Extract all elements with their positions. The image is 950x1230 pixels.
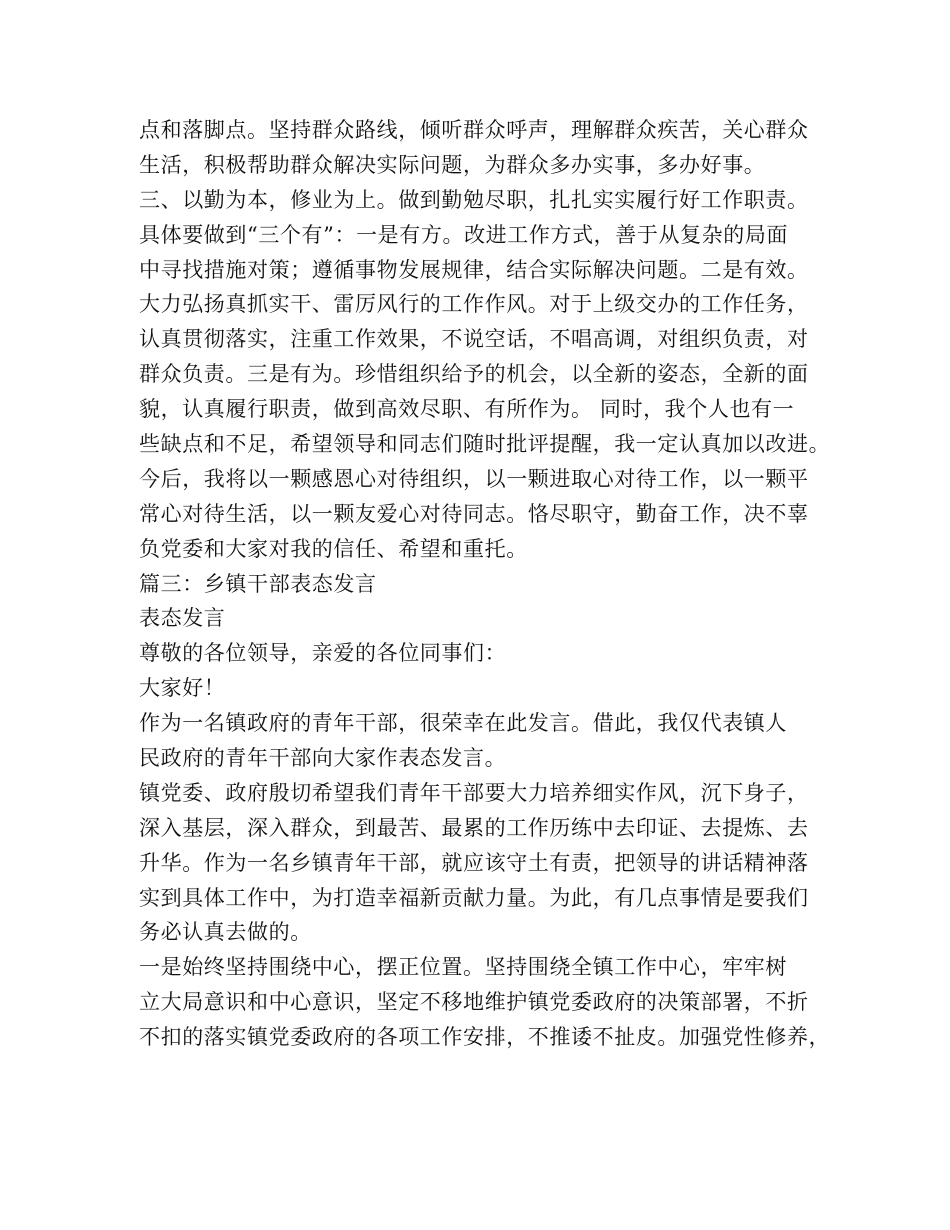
text-line: 具体要做到“三个有”：一是有方。改进工作方式，善于从复杂的局面 <box>139 222 789 247</box>
text-line: 中寻找措施对策；遵循事物发展规律，结合实际解决问题。二是有效。 <box>139 257 809 282</box>
text-line: 篇三：乡镇干部表态发言 <box>139 571 377 596</box>
text-line: 大力弘扬真抓实干、雷厉风行的工作作风。对于上级交办的工作任务， <box>139 292 809 317</box>
text-line: 常心对待生活，以一颗友爱心对待同志。恪尽职守，勤奋工作，决不辜 <box>139 501 809 526</box>
text-line: 认真贯彻落实，注重工作效果，不说空话，不唱高调，对组织负责，对 <box>139 327 809 352</box>
text-line: 负党委和大家对我的信任、希望和重托。 <box>139 536 528 561</box>
text-line: 立大局意识和中心意识，坚定不移地维护镇党委政府的决策部署，不折 <box>139 990 809 1015</box>
text-line: 民政府的青年干部向大家作表态发言。 <box>139 746 507 771</box>
text-line: 务必认真去做的。 <box>139 920 312 945</box>
text-line: 镇党委、政府殷切希望我们青年干部要大力培养细实作风，沉下身子， <box>139 780 809 805</box>
text-line: 今后，我将以一颗感恩心对待组织，以一颗进取心对待工作，以一颗平 <box>139 466 809 491</box>
text-line: 不扣的落实镇党委政府的各项工作安排，不推诿不扯皮。加强党性修养， <box>139 1025 831 1050</box>
text-line: 一是始终坚持围绕中心，摆正位置。坚持围绕全镇工作中心，牢牢树 <box>139 955 787 980</box>
text-line: 貌，认真履行职责，做到高效尽职、有所作为。 同时，我个人也有一 <box>139 397 795 422</box>
text-line: 作为一名镇政府的青年干部，很荣幸在此发言。借此，我仅代表镇人 <box>139 711 787 736</box>
text-line: 生活，积极帮助群众解决实际问题，为群众多办实事，多办好事。 <box>139 152 766 177</box>
text-line: 三、以勤为本，修业为上。做到勤勉尽职，扎扎实实履行好工作职责。 <box>139 187 809 212</box>
text-line: 群众负责。三是有为。珍惜组织给予的机会，以全新的姿态，全新的面 <box>139 362 809 387</box>
text-line: 升华。作为一名乡镇青年干部，就应该守土有责，把领导的讲话精神落 <box>139 850 809 875</box>
text-line: 点和落脚点。坚持群众路线，倾听群众呼声，理解群众疾苦，关心群众 <box>139 118 809 142</box>
text-line: 深入基层，深入群众，到最苦、最累的工作历练中去印证、去提炼、去 <box>139 815 809 840</box>
text-line: 大家好！ <box>139 676 226 701</box>
text-line: 实到具体工作中，为打造幸福新贡献力量。为此，有几点事情是要我们 <box>139 885 809 910</box>
document-body <box>139 113 839 1055</box>
text-line: 些缺点和不足，希望领导和同志们随时批评提醒，我一定认真加以改进。 <box>139 432 831 457</box>
text-line: 尊敬的各位领导，亲爱的各位同事们： <box>139 641 507 666</box>
text-line: 表态发言 <box>139 606 226 631</box>
